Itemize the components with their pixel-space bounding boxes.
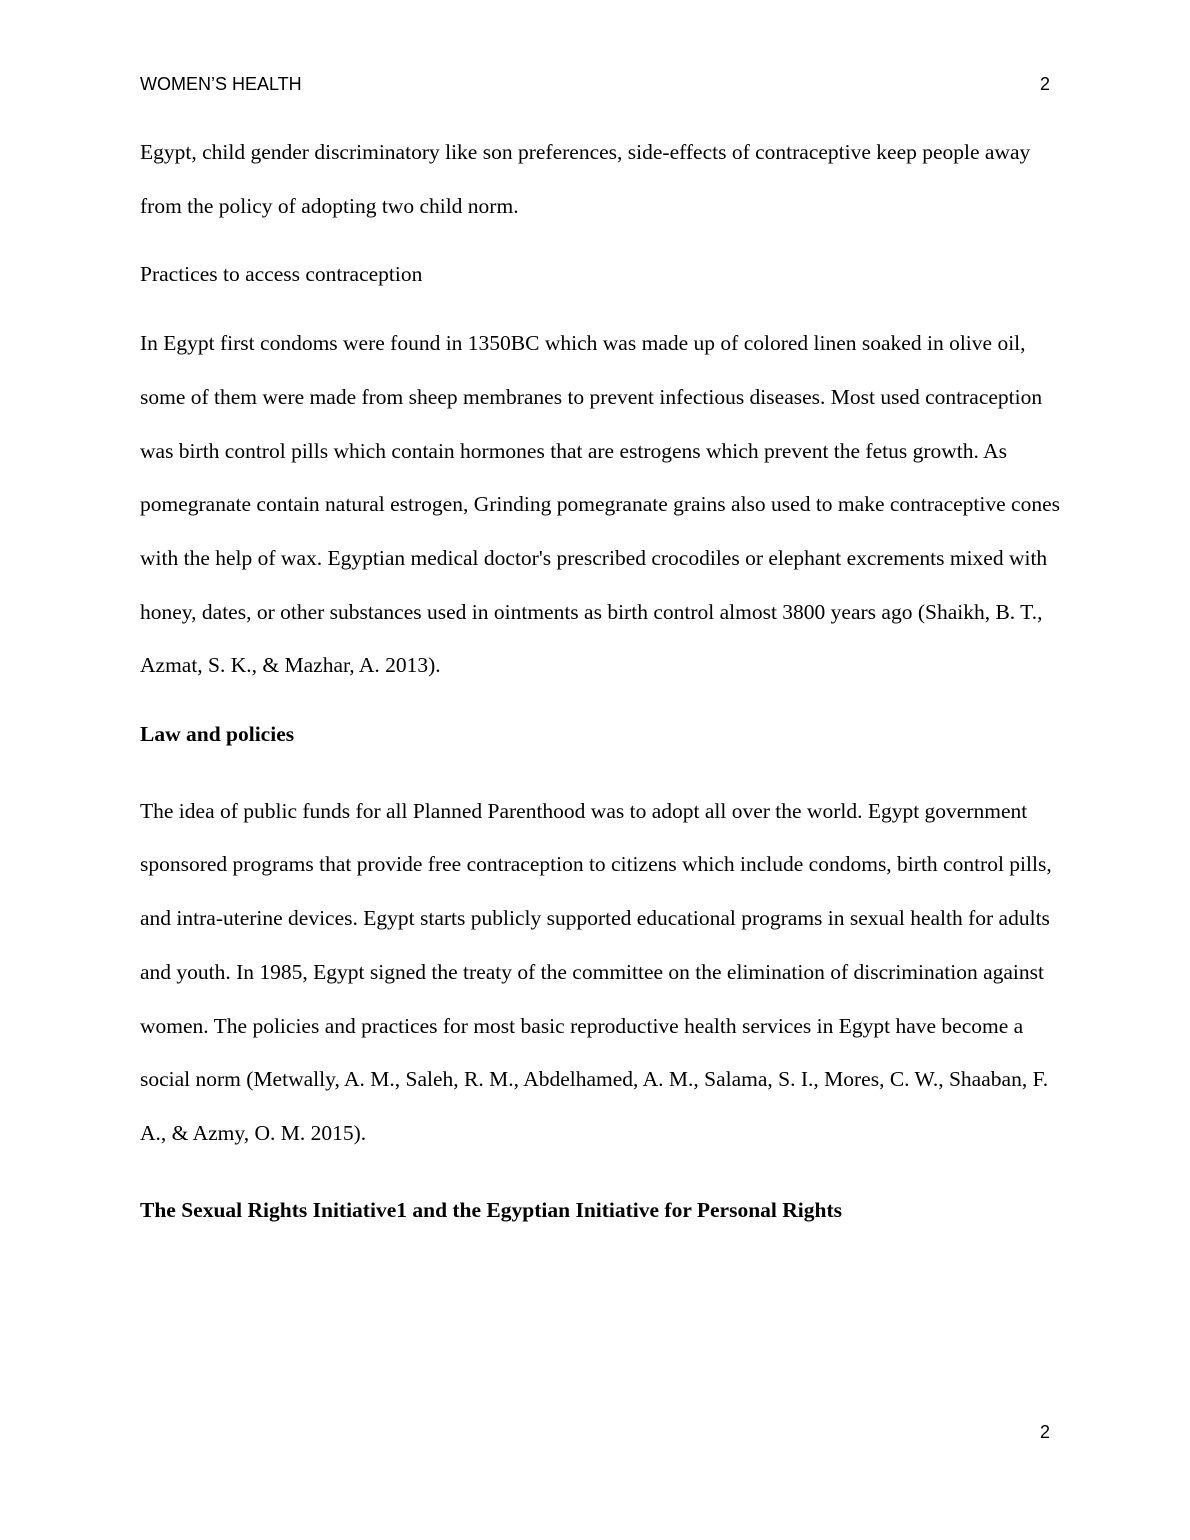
section-heading-law: Law and policies	[140, 722, 295, 747]
continuation-paragraph: Egypt, child gender discriminatory like son preferences, side-effects of contraceptive keep people away from the policy of adopting two child norm.	[140, 140, 1031, 218]
practices-paragraph: In Egypt first condoms were found in 1350BC which was made up of colored linen soaked in olive oil, some of them were made from sheep membranes to prevent infectious diseases. Most used contraception was birth control pills which contain hormones that are estrogens which prevent the fetus growth. As pomegranate contain natural estrogen, Grinding pomegranate grains also used to make contraceptive cones with the help of wax. Egyptian medical doctor's prescribed crocodiles or elephant excrements mixed with honey, dates, or other substances used in ointments as birth control almost 3800 years ago (Shaikh, B. T., Azmat, S. K., & Mazhar, A. 2013).	[140, 331, 1060, 678]
section-heading-initiative: The Sexual Rights Initiative1 and the Egyptian Initiative for Personal Rights	[140, 1197, 842, 1222]
law-paragraph: The idea of public funds for all Planned Parenthood was to adopt all over the world. Egypt government sponsored programs that provide free contraception to citizens which include condoms, birth control pills, and intra-uterine devices. Egypt starts publicly supported educational programs in sexual health for adults and youth. In 1985, Egypt signed the treaty of the committee on the elimination of discrimination against women. The policies and practices for most basic reproductive health services in Egypt have become a social norm (Metwally, A. M., Saleh, R. M., Abdelhamed, A. M., Salama, S. I., Mores, C. W., Shaaban, F. A., & Azmy, O. M. 2015).	[140, 798, 1052, 1145]
section-heading-practices: Practices to access contraception	[140, 262, 423, 287]
running-header-title: WOMEN’S HEALTH	[140, 74, 302, 94]
document-body	[140, 126, 1060, 1237]
footer-page-number: 2	[1039, 1422, 1050, 1442]
header-page-number: 2	[1039, 74, 1050, 94]
